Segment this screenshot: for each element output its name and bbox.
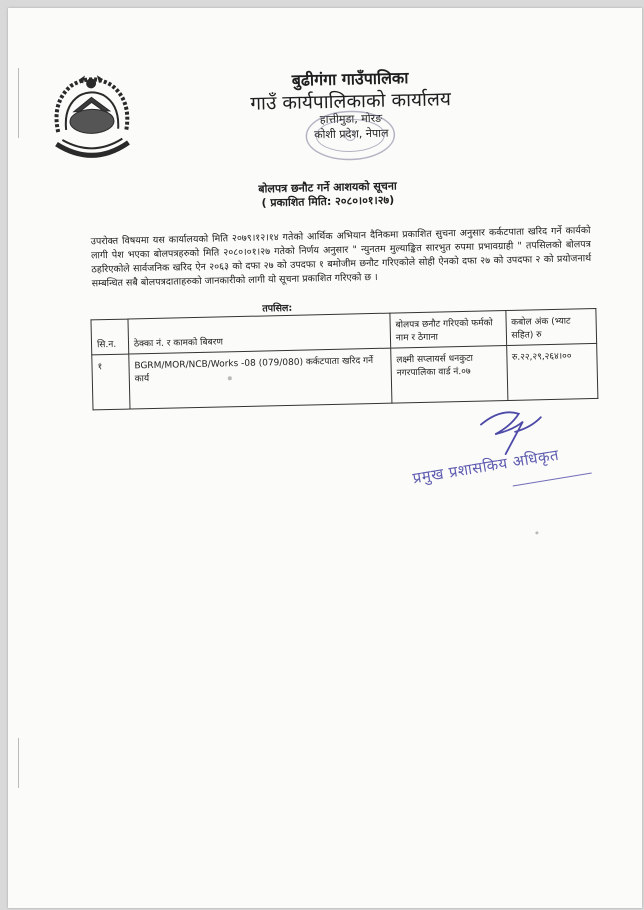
office-name: गाउँ कार्यपालिकाको कार्यालय [250,88,452,115]
municipality-name: बुढीगंगा गाउँपालिका [291,68,409,90]
col-header-contract: ठेक्का नं. र कामको बिबरण [128,313,391,354]
document-content [8,8,642,908]
notice-published-date: ( प्रकाशित मिति: २०८०।०१।२७) [261,193,395,210]
col-header-sn: सि.न. [91,319,129,355]
col-header-firm: बोलपत्र छनौट गरिएको फर्मको नाम र ठेगाना [390,311,506,349]
scan-edge-mark [18,738,19,788]
notice-body: उपरोक्त विषयमा यस कार्यालयको मिति २०७९।१२।१४ गतेको आर्थिक अभियान दैनिकमा प्रकाशित सुचना अनुसार कर्कटपाता खरिद गर्ने कार्यको लागी पेश भएका बोलपत्रहरुको मिति २०८०।०१।२७ गतेको निर्णय अनुसार " न्युनतम मुल्याङ्कित सारभुत रुपमा प्रभावग्राही " तपसिलको बोलपत्र ठहरिएकोले सार्वजनिक खरिद ऐन २०६३ को दफा २७ को उपदफा १ बमोजीम छनौट गरिएकोले सोही ऐनको दफा २७ को उपदफा २ को प्रयोजनार्थ सम्बन्धित सबै बोलपत्रदाताहरुको जानकारीको लागी यो सूचना प्रकाशित गरिएको छ । [90,225,592,290]
notice-title: बोलपत्र छनौट गर्ने आशयको सूचना [258,179,397,196]
scan-speck [228,376,232,380]
cell-sn: १ [92,354,130,410]
office-province: कोशी प्रदेश, नेपाल [314,126,389,142]
document-page [8,8,642,908]
cell-firm: लक्ष्मी सप्लायर्स धनकुटा नगरपालिका वार्ड नं.०७ [391,345,508,403]
office-location: हात्तीमुडा, मोरङ [319,111,383,127]
stamp-underline [513,473,592,487]
scan-speck [535,531,538,534]
table-row [92,343,598,409]
cell-amount: रु.२२,२९,२६४।०० [506,343,598,400]
nepal-emblem-icon [45,70,139,168]
office-stamp-icon [302,106,399,164]
col-header-amount: कबोल अंक (भ्याट सहित) रु [505,308,596,345]
details-label: तपसिल: [262,302,293,315]
bid-selection-table [90,308,598,410]
officer-title-stamp: प्रमुख प्रशासकिय अधिकृत [411,445,561,488]
cell-contract: BGRM/MOR/NCB/Works -08 (079/080) कर्कटपाता खरिद गर्ने कार्य [129,348,392,409]
